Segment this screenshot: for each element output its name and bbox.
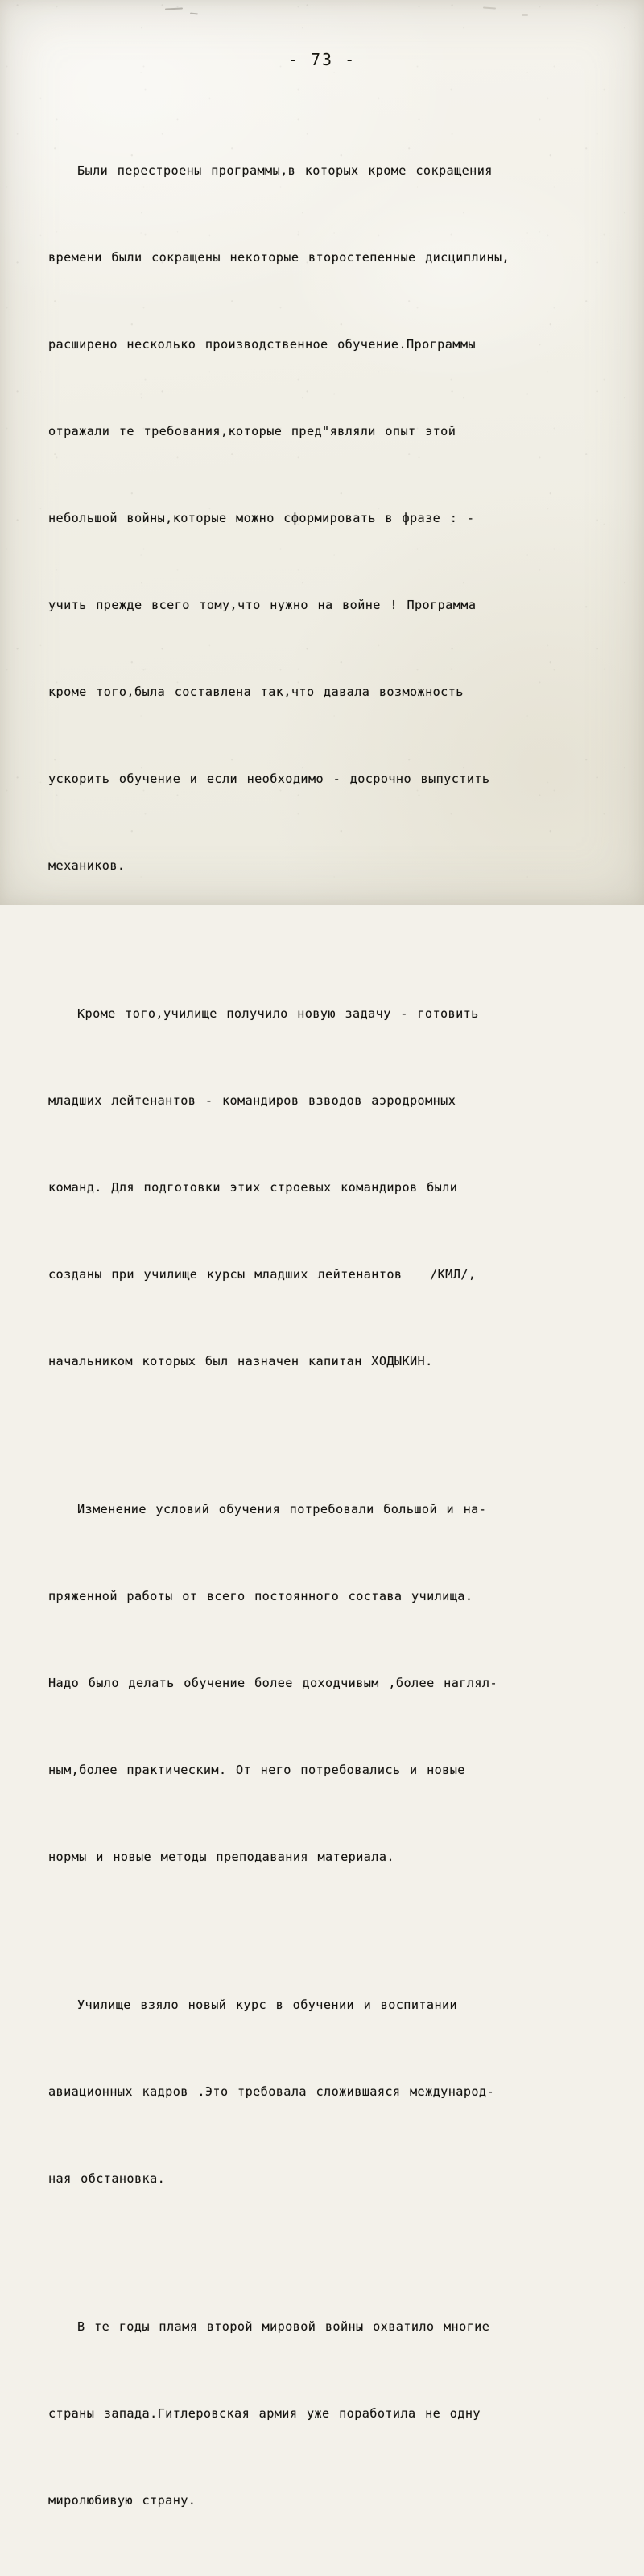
text-line: механиков. xyxy=(48,858,126,873)
text-line: В те годы пламя второй мировой войны охватило многие xyxy=(77,2319,490,2334)
text-line: нормы и новые методы преподавания материала. xyxy=(48,1850,394,1864)
text-line: Были перестроены программы,в которых кроме сокращения xyxy=(77,163,493,178)
text-line: учить прежде всего тому,что нужно на войне ! Программа xyxy=(48,598,477,612)
paragraph-5 xyxy=(48,2254,594,2573)
body-text xyxy=(48,98,594,2573)
text-line: ным,более практическим. От него потребовались и новые xyxy=(48,1763,465,1777)
text-line: Кроме того,училище получило новую задачу - готовить xyxy=(77,1006,479,1021)
paragraph-3 xyxy=(48,1437,594,1929)
paragraph-2 xyxy=(48,941,594,1434)
paragraph-4 xyxy=(48,1932,594,2251)
text-line: ускорить обучение и если необходимо - досрочно выпустить xyxy=(48,772,490,786)
text-line: ная обстановка. xyxy=(48,2171,166,2186)
text-line: начальником которых был назначен капитан ХОДЫКИН. xyxy=(48,1354,433,1368)
paragraph-1 xyxy=(48,98,594,938)
text-line: времени были сокращены некоторые второстепенные дисциплины, xyxy=(48,250,510,265)
text-line: отражали те требования,которые пред"являли опыт этой xyxy=(48,424,456,438)
text-line: команд. Для подготовки этих строевых командиров были xyxy=(48,1180,458,1195)
text-line: пряженной работы от всего постоянного состава училища. xyxy=(48,1589,473,1603)
page-number: - 73 - xyxy=(287,50,357,69)
text-line: миролюбивую страну. xyxy=(48,2493,196,2508)
text-line: расширено несколько производственное обучение.Программы xyxy=(48,337,476,352)
text-line: небольшой войны,которые можно сформировать в фразе : - xyxy=(48,511,475,525)
text-line: Училище взяло новый курс в обучении и воспитании xyxy=(77,1998,458,2012)
text-line: страны запада.Гитлеровская армия уже поработила не одну xyxy=(48,2406,481,2421)
text-line: младших лейтенантов - командиров взводов аэродромных xyxy=(48,1093,456,1108)
text-line: кроме того,была составлена так,что давала возможность xyxy=(48,685,464,699)
text-line: созданы при училище курсы младших лейтенантов /КМЛ/, xyxy=(48,1267,477,1282)
text-line: Надо было делать обучение более доходчивым ,более наглял- xyxy=(48,1676,497,1690)
text-line: авиационных кадров .Это требовала сложившаяся международ- xyxy=(48,2084,494,2099)
text-line: Изменение условий обучения потребовали большой и на- xyxy=(77,1502,487,1516)
